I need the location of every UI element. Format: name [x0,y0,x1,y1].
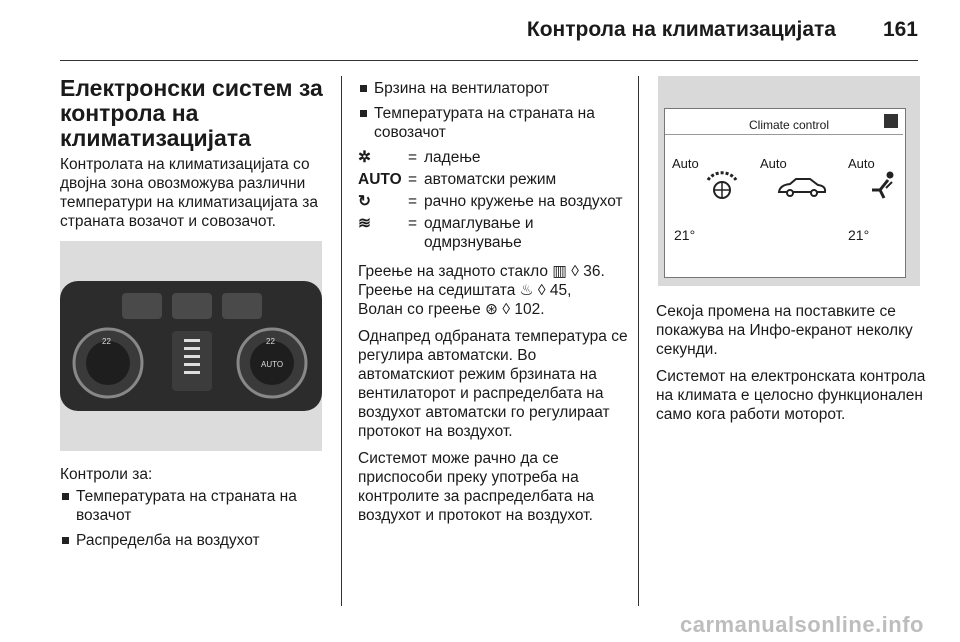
page-reference[interactable]: 102. [514,301,545,318]
auto-label-middle: Auto [760,156,787,171]
auto-label-right: Auto [848,156,875,171]
display-title: Climate control [748,118,830,132]
car-recirculation-icon [776,176,828,198]
symbol-definition-list [358,148,628,252]
climate-panel-illustration [60,241,322,451]
page-reference[interactable]: 45, [549,282,572,299]
rear-window-heating-text: Греење на задното стакло [358,263,548,280]
climate-panel-photo [60,241,322,451]
bullet-item: Температурата на страната на возачот [60,487,328,525]
display-divider [665,134,903,135]
bullet-item: Температурата на страната на совозачот [358,104,628,142]
definition-row [358,192,628,211]
info-display-paragraph: Секоја промена на поставките се покажува на Инфо-екранот неколку секунди. [656,303,913,358]
watermark: carmanualsonline.info [680,612,924,637]
intro-paragraph: Контролата на климатизацијата со двојна зона овозможува различни температури на климатизацијата за страната возачот и совозачот. [60,156,318,230]
controls-label: Контроли за: [60,466,153,483]
temperature-left: 21° [674,227,696,243]
seat-heating-text: Греење на седиштата [358,282,516,299]
auto-mode-paragraph: Однапред одбраната температура се регулира автоматски. Во автоматскиот режим брзината на вентилаторот и распределбата на воздухот автоматски го регулираат протокот на воздухот. [358,328,628,440]
reference-icon: ◊ [537,282,546,299]
rear-window-icon: ▥ [552,263,567,280]
definition-text: одмаглување и одмрзнување [424,215,534,251]
column-1 [60,76,328,556]
equals-sign: = [408,171,418,188]
right-temp-label: 22 [266,337,275,346]
column-3 [656,76,926,432]
reference-icon: ◊ [571,263,579,280]
definition-row [358,170,628,189]
page-reference[interactable]: 36. [583,263,605,280]
header-rule [60,60,918,61]
page-number: 161 [882,18,918,41]
temperature-right: 21° [848,227,870,243]
recirculation-icon: ↻ [358,193,371,210]
heating-references [358,262,628,319]
auto-label: AUTO [261,360,284,369]
auto-label-left: Auto [672,156,699,171]
definition-text: ладење [424,149,481,166]
reference-icon: ◊ [502,301,511,318]
header-title: Контрола на климатизацијата [526,18,836,41]
definition-row [358,214,628,252]
left-temp-label: 22 [102,337,111,346]
info-display-screenshot [658,76,920,286]
manual-adjust-paragraph: Системот може рачно да се приспособи преку употреба на контролите за распределбата на воздухот и протокот на воздухот. [358,450,595,524]
column-divider-1 [341,76,342,606]
definition-row [358,148,628,167]
defrost-icon: ≋ [358,215,371,232]
equals-sign: = [408,149,418,166]
section-title: Електронски систем за контрола на климатизацијата [60,75,323,151]
fan-icon [704,170,740,200]
bullet-item: Распределба на воздухот [60,531,328,550]
engine-running-paragraph: Системот на електронската контрола на климата е целосно функционален само кога работи моторот. [656,368,926,423]
column-divider-2 [638,76,639,606]
settings-icon [884,114,898,128]
steering-wheel-heating-text: Волан со греење [358,301,481,318]
definition-text: рачно кружење на воздухот [424,193,623,210]
equals-sign: = [408,193,418,210]
steering-wheel-icon: ⊛ [485,301,499,318]
column-2 [358,76,628,533]
definition-text: автоматски режим [424,171,557,188]
seat-heating-icon: ♨ [519,282,534,299]
snowflake-icon: ✲ [358,149,371,166]
auto-icon: AUTO [358,171,402,188]
seat-airflow-icon [870,170,898,200]
equals-sign: = [408,215,418,232]
bullet-item: Брзина на вентилаторот [358,79,628,98]
